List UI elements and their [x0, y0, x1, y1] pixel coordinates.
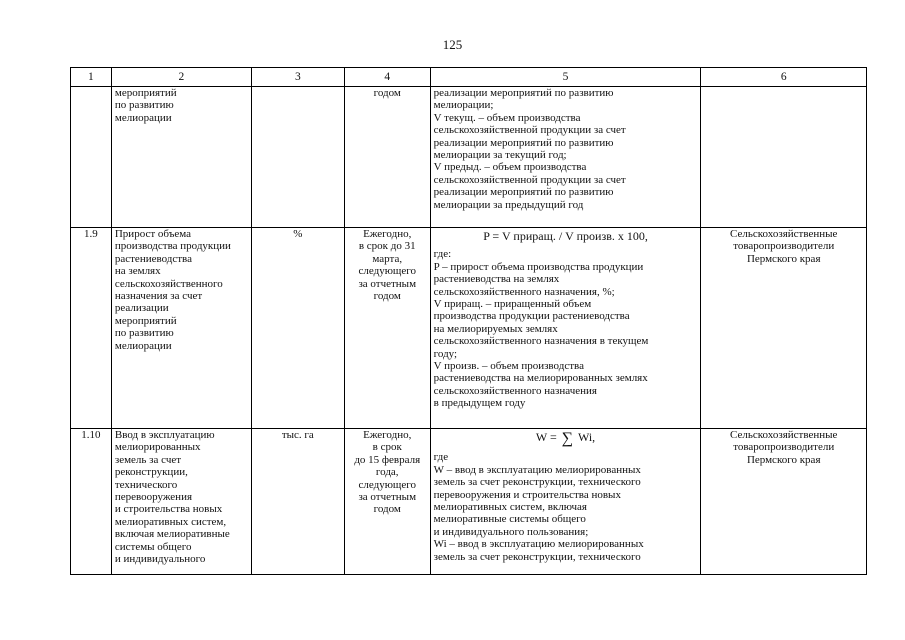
- method-cell: [430, 87, 701, 228]
- formula: [434, 431, 698, 445]
- row-number-cell: 1.9: [71, 228, 112, 429]
- column-header: 3: [251, 68, 344, 87]
- source-cell: Сельскохозяйственные товаропроизводители Пермского края: [701, 429, 867, 575]
- unit-cell: [251, 87, 344, 228]
- table-row: [71, 429, 867, 575]
- period-cell: Ежегодно, в срок до 31 марта, следующего за отчетным годом: [344, 228, 430, 429]
- sum-icon: ∑: [561, 430, 574, 447]
- indicators-table: [70, 67, 867, 575]
- indicator-name-cell: Прирост объема производства продукции растениеводства на землях сельскохозяйственного назначения за счет реализации мероприятий по развитию мелиорации: [111, 228, 251, 429]
- indicator-name-cell: мероприятий по развитию мелиорации: [111, 87, 251, 228]
- table-row: [71, 228, 867, 429]
- row-number-cell: [71, 87, 112, 228]
- formula: P = V приращ. / V произв. x 100,: [483, 229, 648, 243]
- source-cell: Сельскохозяйственные товаропроизводители Пермского края: [701, 228, 867, 429]
- source-cell: [701, 87, 867, 228]
- table-row: [71, 87, 867, 228]
- row-number-cell: 1.10: [71, 429, 112, 575]
- method-text: где: P – прирост объема производства продукции растениеводства на землях сельскохозяйственного назначения, %; V приращ. – приращенный объем производства продукции растениеводства на мелиорируемых землях сельскохозяйственного назначения в текущем году; V произв. – объем производства растениеводства на мелиорированных землях сельскохозяйственного назначения в предыдущем году: [433, 248, 649, 410]
- unit-cell: тыс. га: [251, 429, 344, 575]
- method-cell: [430, 429, 701, 575]
- column-header: 5: [430, 68, 701, 87]
- method-text: реализации мероприятий по развитию мелиорации; V текущ. – объем производства сельскохозяйственной продукции за счет реализации мероприятий по развитию мелиорации за текущий год; V предыд. – объем производства сельскохозяйственной продукции за счет реализации мероприятий по развитию мелиорации за предыдущий год: [433, 87, 626, 211]
- column-header: 6: [701, 68, 867, 87]
- formula-right: Wi,: [578, 430, 596, 444]
- column-header: 2: [111, 68, 251, 87]
- table-header-row: [71, 68, 867, 87]
- column-header: 4: [344, 68, 430, 87]
- period-cell: годом: [344, 87, 430, 228]
- period-cell: Ежегодно, в срок до 15 февраля года, следующего за отчетным годом: [344, 429, 430, 575]
- method-cell: [430, 228, 701, 429]
- unit-cell: %: [251, 228, 344, 429]
- method-text: где W – ввод в эксплуатацию мелиорированных земель за счет реконструкции, технического перевооружения и строительства новых мелиоративных систем, включая мелиоративные системы общего и индивидуального пользования; Wi – ввод в эксплуатацию мелиорированных земель за счет реконструкции, технического: [433, 451, 644, 563]
- page-number: 125: [442, 37, 463, 52]
- formula-left: W =: [535, 430, 557, 444]
- indicator-name-cell: Ввод в эксплуатацию мелиорированных земель за счет реконструкции, технического перевооружения и строительства новых мелиоративных систем, включая мелиоративные системы общего и индивидуального: [111, 429, 251, 575]
- column-header: 1: [71, 68, 112, 87]
